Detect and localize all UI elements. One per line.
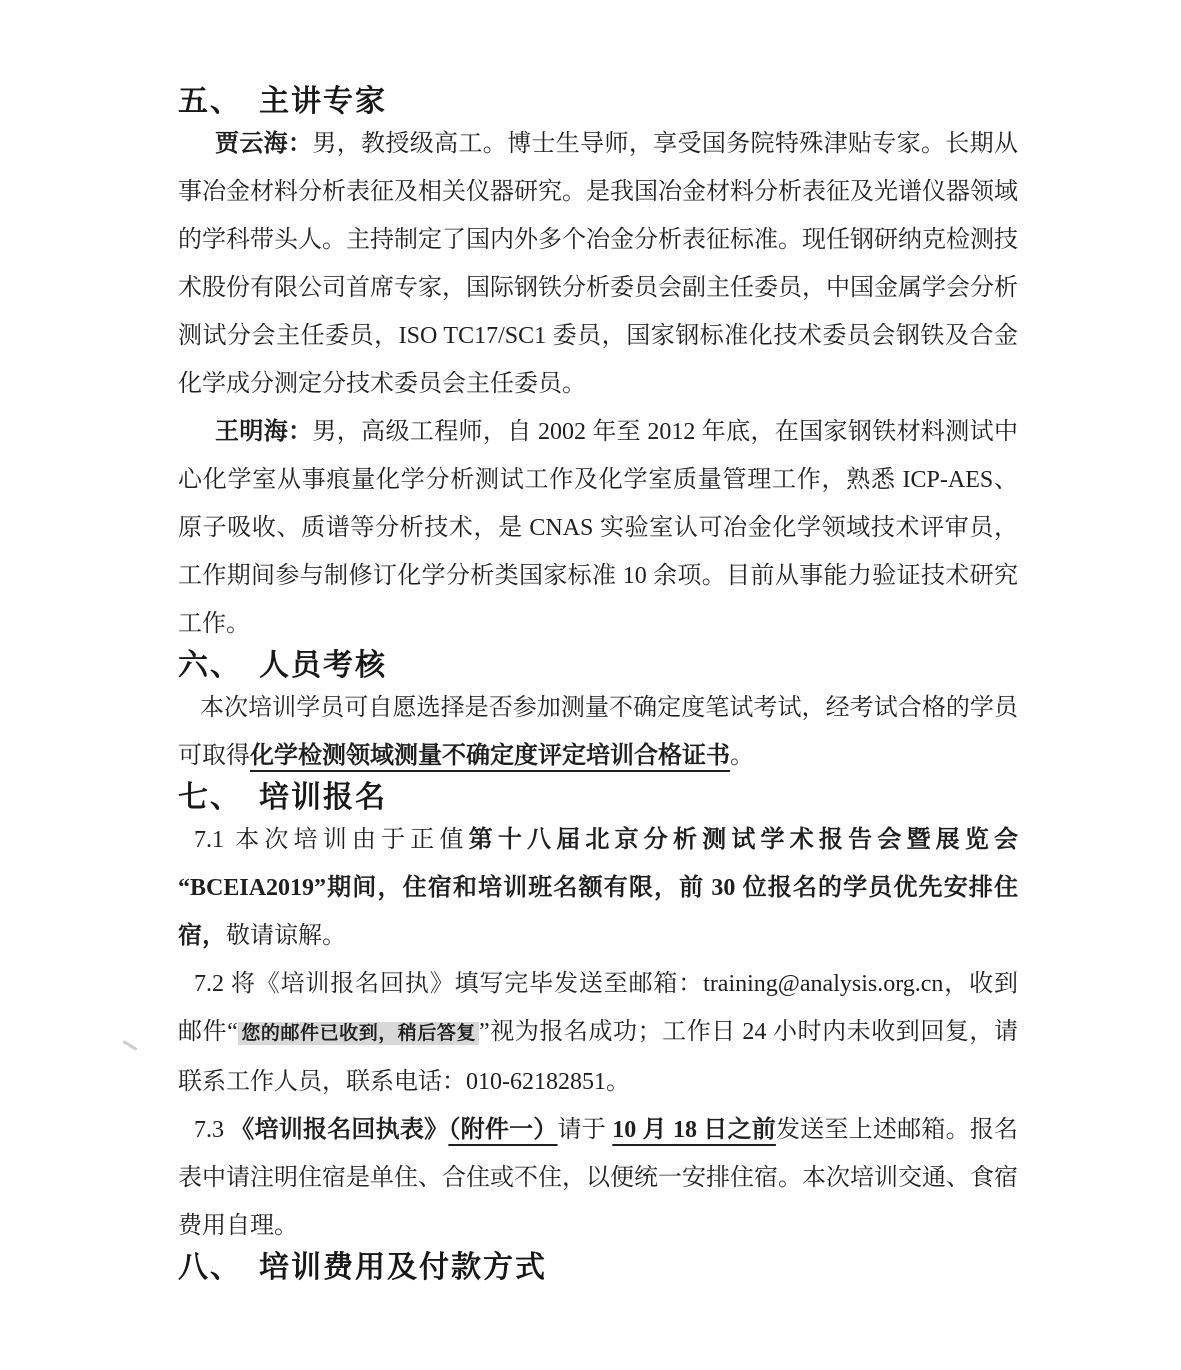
p71-tail: 敬请谅解。 xyxy=(226,923,346,949)
p73-attachment-ref: （附件一） xyxy=(448,1117,558,1143)
p72-lead: 7.2 将《培训报名回执》填写完毕发送至邮箱：training@analysis.org.cn，收到邮件“ xyxy=(178,971,1018,1045)
p71-conference-emphasis: 第十八届北京分析测试学术报告会暨展览会“BCEIA2019”期间，住宿和培训班名额有限，前 30 位报名的学员优先安排住宿， xyxy=(178,827,1019,949)
assessment-intro: 本次培训学员可自愿选择是否参加测量不确定度笔试考试，经考试合格的学员可取得 xyxy=(178,695,1018,769)
paragraph-expert-jia-yunhai xyxy=(178,120,1018,408)
paragraph-7-3 xyxy=(178,1106,1018,1250)
paragraph-7-2 xyxy=(178,960,1018,1106)
expert-bio-jia-yunhai: 男，教授级高工。博士生导师，享受国务院特殊津贴专家。长期从事冶金材料分析表征及相关仪器研究。是我国冶金材料分析表征及光谱仪器领域的学科带头人。主持制定了国内外多个冶金分析表征标准。现任钢研纳克检测技术股份有限公司首席专家，国际钢铁分析委员会副主任委员，中国金属学会分析测试分会主任委员，ISO TC17/SC1 委员，国家钢标准化技术委员会钢铁及合金化学成分测定分技术委员会主任委员。 xyxy=(178,131,1018,397)
auto-reply-highlight: 您的邮件已收到，稍后答复 xyxy=(238,1022,479,1045)
p72-tail: ”视为报名成功；工作日 24 小时内未收到回复，请联系工作人员，联系电话：010-62182851。 xyxy=(178,1019,1018,1095)
p73-mid: 请于 xyxy=(557,1117,613,1143)
p73-tail: 发送至上述邮箱。报名表中请注明住宿是单住、合住或不住，以便统一安排住宿。本次培训交通、食宿费用自理。 xyxy=(178,1117,1019,1239)
section-heading-registration: 七、 培训报名 xyxy=(178,781,387,814)
expert-name-wang-minghai: 王明海： xyxy=(215,419,313,445)
p73-lead: 7.3 xyxy=(194,1117,231,1143)
paragraph-expert-wang-minghai xyxy=(178,408,1018,648)
assessment-tail: 。 xyxy=(730,743,754,769)
expert-bio-wang-minghai: 男，高级工程师，自 2002 年至 2012 年底，在国家钢铁材料测试中心化学室从事痕量化学分析测试工作及化学室质量管理工作，熟悉 ICP-AES、原子吸收、质谱等分析技术，是 CNAS 实验室认可冶金化学领域技术评审员，工作期间参与制修订化学分析类国家标准 10 余项。目前从事能力验证技术研究工作。 xyxy=(178,419,1019,637)
section-heading-fees: 八、 培训费用及付款方式 xyxy=(178,1251,547,1284)
p73-deadline: 10 月 18 日之前 xyxy=(612,1117,776,1143)
expert-name-jia-yunhai: 贾云海： xyxy=(215,131,313,157)
section-heading-assessment: 六、 人员考核 xyxy=(178,649,387,682)
paragraph-7-1 xyxy=(178,816,1018,960)
p71-lead: 7.1 本次培训由于正值 xyxy=(194,827,469,853)
certificate-name: 化学检测领域测量不确定度评定培训合格证书 xyxy=(250,743,730,769)
scan-artifact xyxy=(122,1040,137,1051)
section-heading-lecturers: 五、 主讲专家 xyxy=(178,85,387,118)
paragraph-assessment xyxy=(178,684,1018,780)
p73-form-title: 《培训报名回执表》 xyxy=(230,1117,449,1143)
